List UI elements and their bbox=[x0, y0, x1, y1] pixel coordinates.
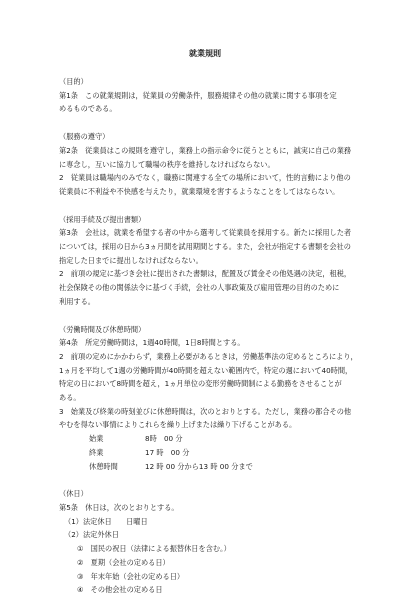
article-line: 指定した日までに提出しなければならない。 bbox=[59, 255, 203, 265]
schedule-value: 12 時 00 分から13 時 00 分まで bbox=[145, 461, 253, 471]
section-compliance bbox=[59, 130, 359, 199]
article-line: 2 従業員は職場内のみでなく，職務に関連する全ての場所において，性的言動により他の bbox=[59, 173, 351, 183]
section-heading: （休日） bbox=[59, 489, 88, 499]
list-item: （1）法定休日 日曜日 bbox=[64, 516, 148, 526]
article-line: に専念し，互いに協力して職場の秩序を維持しなければならない。 bbox=[59, 159, 275, 169]
article-line: 2 前項の規定に基づき会社に提出された書類は，配置及び賃金その他処遇の決定，租税， bbox=[59, 269, 352, 279]
section-heading: （目的） bbox=[59, 77, 88, 86]
article-line: 2 前項の定めにかかわらず，業務上必要があるときは，労働基準法の定めるところにより， bbox=[59, 351, 358, 361]
schedule-row-end bbox=[59, 446, 359, 460]
section-heading: （服務の遵守） bbox=[59, 132, 110, 142]
section-holidays bbox=[59, 487, 359, 597]
section-heading: （採用手続及び提出書類） bbox=[59, 214, 146, 224]
sub-list-item: ③ 年末年始（会社の定める日） bbox=[77, 571, 185, 581]
document-title: 就業規則 bbox=[189, 49, 221, 58]
article-line: 第5条 休日は，次のとおりとする。 bbox=[59, 502, 179, 512]
article-line: 1ヵ月を平均して1週の労働時間が40時間を超えない範囲内で，特定の週において40時間， bbox=[59, 365, 353, 375]
article-line: については，採用の日から3ヵ月間を試用期間とする。また，会社が指定する書類を会社の bbox=[59, 242, 351, 252]
article-line: やむを得ない事情によりこれらを繰り上げまたは繰り下げることがある。 bbox=[59, 420, 297, 430]
article-line: 3 始業及び終業の時刻並びに休憩時間は，次のとおりとする。ただし，業務の都合その他 bbox=[59, 406, 352, 416]
sub-list-item: ② 夏期（会社の定める日） bbox=[77, 557, 170, 567]
schedule-label: 始業 bbox=[89, 434, 104, 444]
sub-list-item: ① 国民の祝日（法律による振替休日を含む。） bbox=[77, 544, 231, 554]
schedule-value: 8時 00 分 bbox=[145, 434, 183, 444]
article-line: 第2条 従業員はこの規則を遵守し，業務上の指示命令に従うとともに，誠実に自己の業務 bbox=[59, 145, 352, 155]
section-hiring bbox=[59, 213, 359, 309]
article-line: 利用する。 bbox=[59, 296, 95, 306]
article-line: 従業員に不利益や不快感を与えたり，就業環境を害するようなことをしてはならない。 bbox=[59, 186, 340, 196]
article-line: 特定の日において8時間を超え，1ヵ月単位の変形労働時間制による勤務をさせることが bbox=[59, 379, 342, 389]
article-line: めるものである。 bbox=[59, 104, 117, 114]
article-line: ある。 bbox=[59, 393, 81, 403]
article-line: 第4条 所定労働時間は，1週40時間，1日8時間とする。 bbox=[59, 338, 245, 348]
schedule-value: 17 時 00 分 bbox=[145, 447, 190, 457]
schedule-label: 終業 bbox=[89, 447, 104, 457]
schedule-label: 休憩時間 bbox=[89, 461, 118, 471]
schedule-row-start bbox=[59, 432, 359, 446]
section-purpose bbox=[59, 75, 359, 116]
article-line: 第1条 この就業規則は，従業員の労働条件，服務規律その他の就業に関する事項を定 bbox=[59, 90, 337, 100]
article-line: 第3条 会社は，就業を希望する者の中から選考して従業員を採用する。新たに採用した者 bbox=[59, 228, 352, 238]
article-line: 社会保険その他の関係法令に基づく手続，会社の人事政策及び雇用管理の目的のために bbox=[59, 283, 340, 293]
section-working-hours bbox=[59, 323, 359, 474]
section-heading: （労働時間及び休憩時間） bbox=[59, 324, 146, 334]
sub-list-item: ④ その他会社の定める日 bbox=[77, 585, 163, 595]
document-body bbox=[59, 75, 359, 597]
list-item: （2）法定外休日 bbox=[64, 530, 119, 540]
schedule-row-break bbox=[59, 460, 359, 474]
